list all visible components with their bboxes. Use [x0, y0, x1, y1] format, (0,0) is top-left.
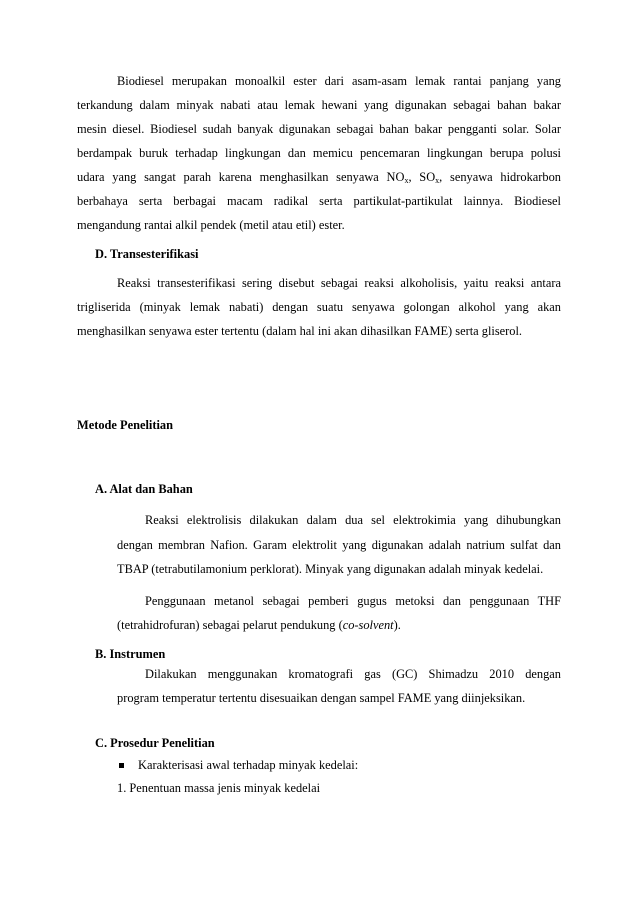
paragraph-line: mesin diesel. Biodiesel sudah banyak digunakan sebagai bahan bakar pengganti solar. Solar: [77, 122, 561, 136]
text-run: (tetrahidrofuran) sebagai pelarut pendukung (: [117, 618, 343, 632]
italic-term: co-solvent: [342, 618, 394, 632]
section-a-heading: A. Alat dan Bahan: [95, 482, 193, 496]
paragraph-line-with-subscripts: [77, 170, 561, 185]
paragraph-line: berdampak buruk terhadap lingkungan dan memicu pencemaran lingkungan berupa polusi: [77, 146, 561, 160]
paragraph-line-with-italic: [117, 618, 561, 633]
paragraph-line: terkandung dalam minyak nabati atau lemak hewani yang digunakan sebagai bahan bakar: [77, 98, 561, 112]
text-run: ).: [393, 618, 401, 632]
text-run: , SO: [408, 170, 436, 184]
paragraph-line: mengandung rantai alkil pendek (metil atau etil) ester.: [77, 218, 345, 232]
section-c-heading: C. Prosedur Penelitian: [95, 736, 215, 750]
section-b-heading: B. Instrumen: [95, 647, 166, 661]
numbered-item: 1. Penentuan massa jenis minyak kedelai: [117, 781, 321, 795]
paragraph-line: berbahaya serta berbagai macam radikal serta partikulat-partikulat lainnya. Biodiesel: [77, 194, 561, 208]
paragraph-line: dengan membran Nafion. Garam elektrolit yang digunakan adalah natrium sulfat dan: [117, 538, 561, 552]
bullet-item: Karakterisasi awal terhadap minyak kedelai:: [138, 758, 359, 772]
paragraph-line: Reaksi elektrolisis dilakukan dalam dua sel elektrokimia yang dihubungkan: [145, 513, 561, 527]
paragraph-line: Penggunaan metanol sebagai pemberi gugus metoksi dan penggunaan THF: [145, 594, 561, 608]
paragraph-line: Dilakukan menggunakan kromatografi gas (GC) Shimadzu 2010 dengan: [145, 667, 561, 681]
section-d-heading: D. Transesterifikasi: [95, 247, 199, 261]
paragraph-line: trigliserida (minyak lemak nabati) dengan suatu senyawa golongan alkohol yang akan: [77, 300, 561, 314]
square-bullet-icon: [119, 763, 124, 768]
paragraph-line: menghasilkan senyawa ester tertentu (dalam hal ini akan dihasilkan FAME) serta gliserol.: [77, 324, 523, 338]
text-run: , senyawa hidrokarbon: [439, 170, 561, 184]
paragraph-line: Biodiesel merupakan monoalkil ester dari asam-asam lemak rantai panjang yang: [117, 74, 561, 88]
metode-heading: Metode Penelitian: [77, 418, 174, 432]
text-run: udara yang sangat parah karena menghasilkan senyawa NO: [77, 170, 405, 184]
subscript: x: [435, 176, 440, 185]
paragraph-line: program temperatur tertentu disesuaikan dengan sampel FAME yang diinjeksikan.: [117, 691, 526, 705]
paragraph-line: Reaksi transesterifikasi sering disebut sebagai reaksi alkoholisis, yaitu reaksi antara: [117, 276, 561, 290]
subscript: x: [404, 176, 409, 185]
paragraph-line: TBAP (tetrabutilamonium perklorat). Minyak yang digunakan adalah minyak kedelai.: [117, 562, 544, 576]
